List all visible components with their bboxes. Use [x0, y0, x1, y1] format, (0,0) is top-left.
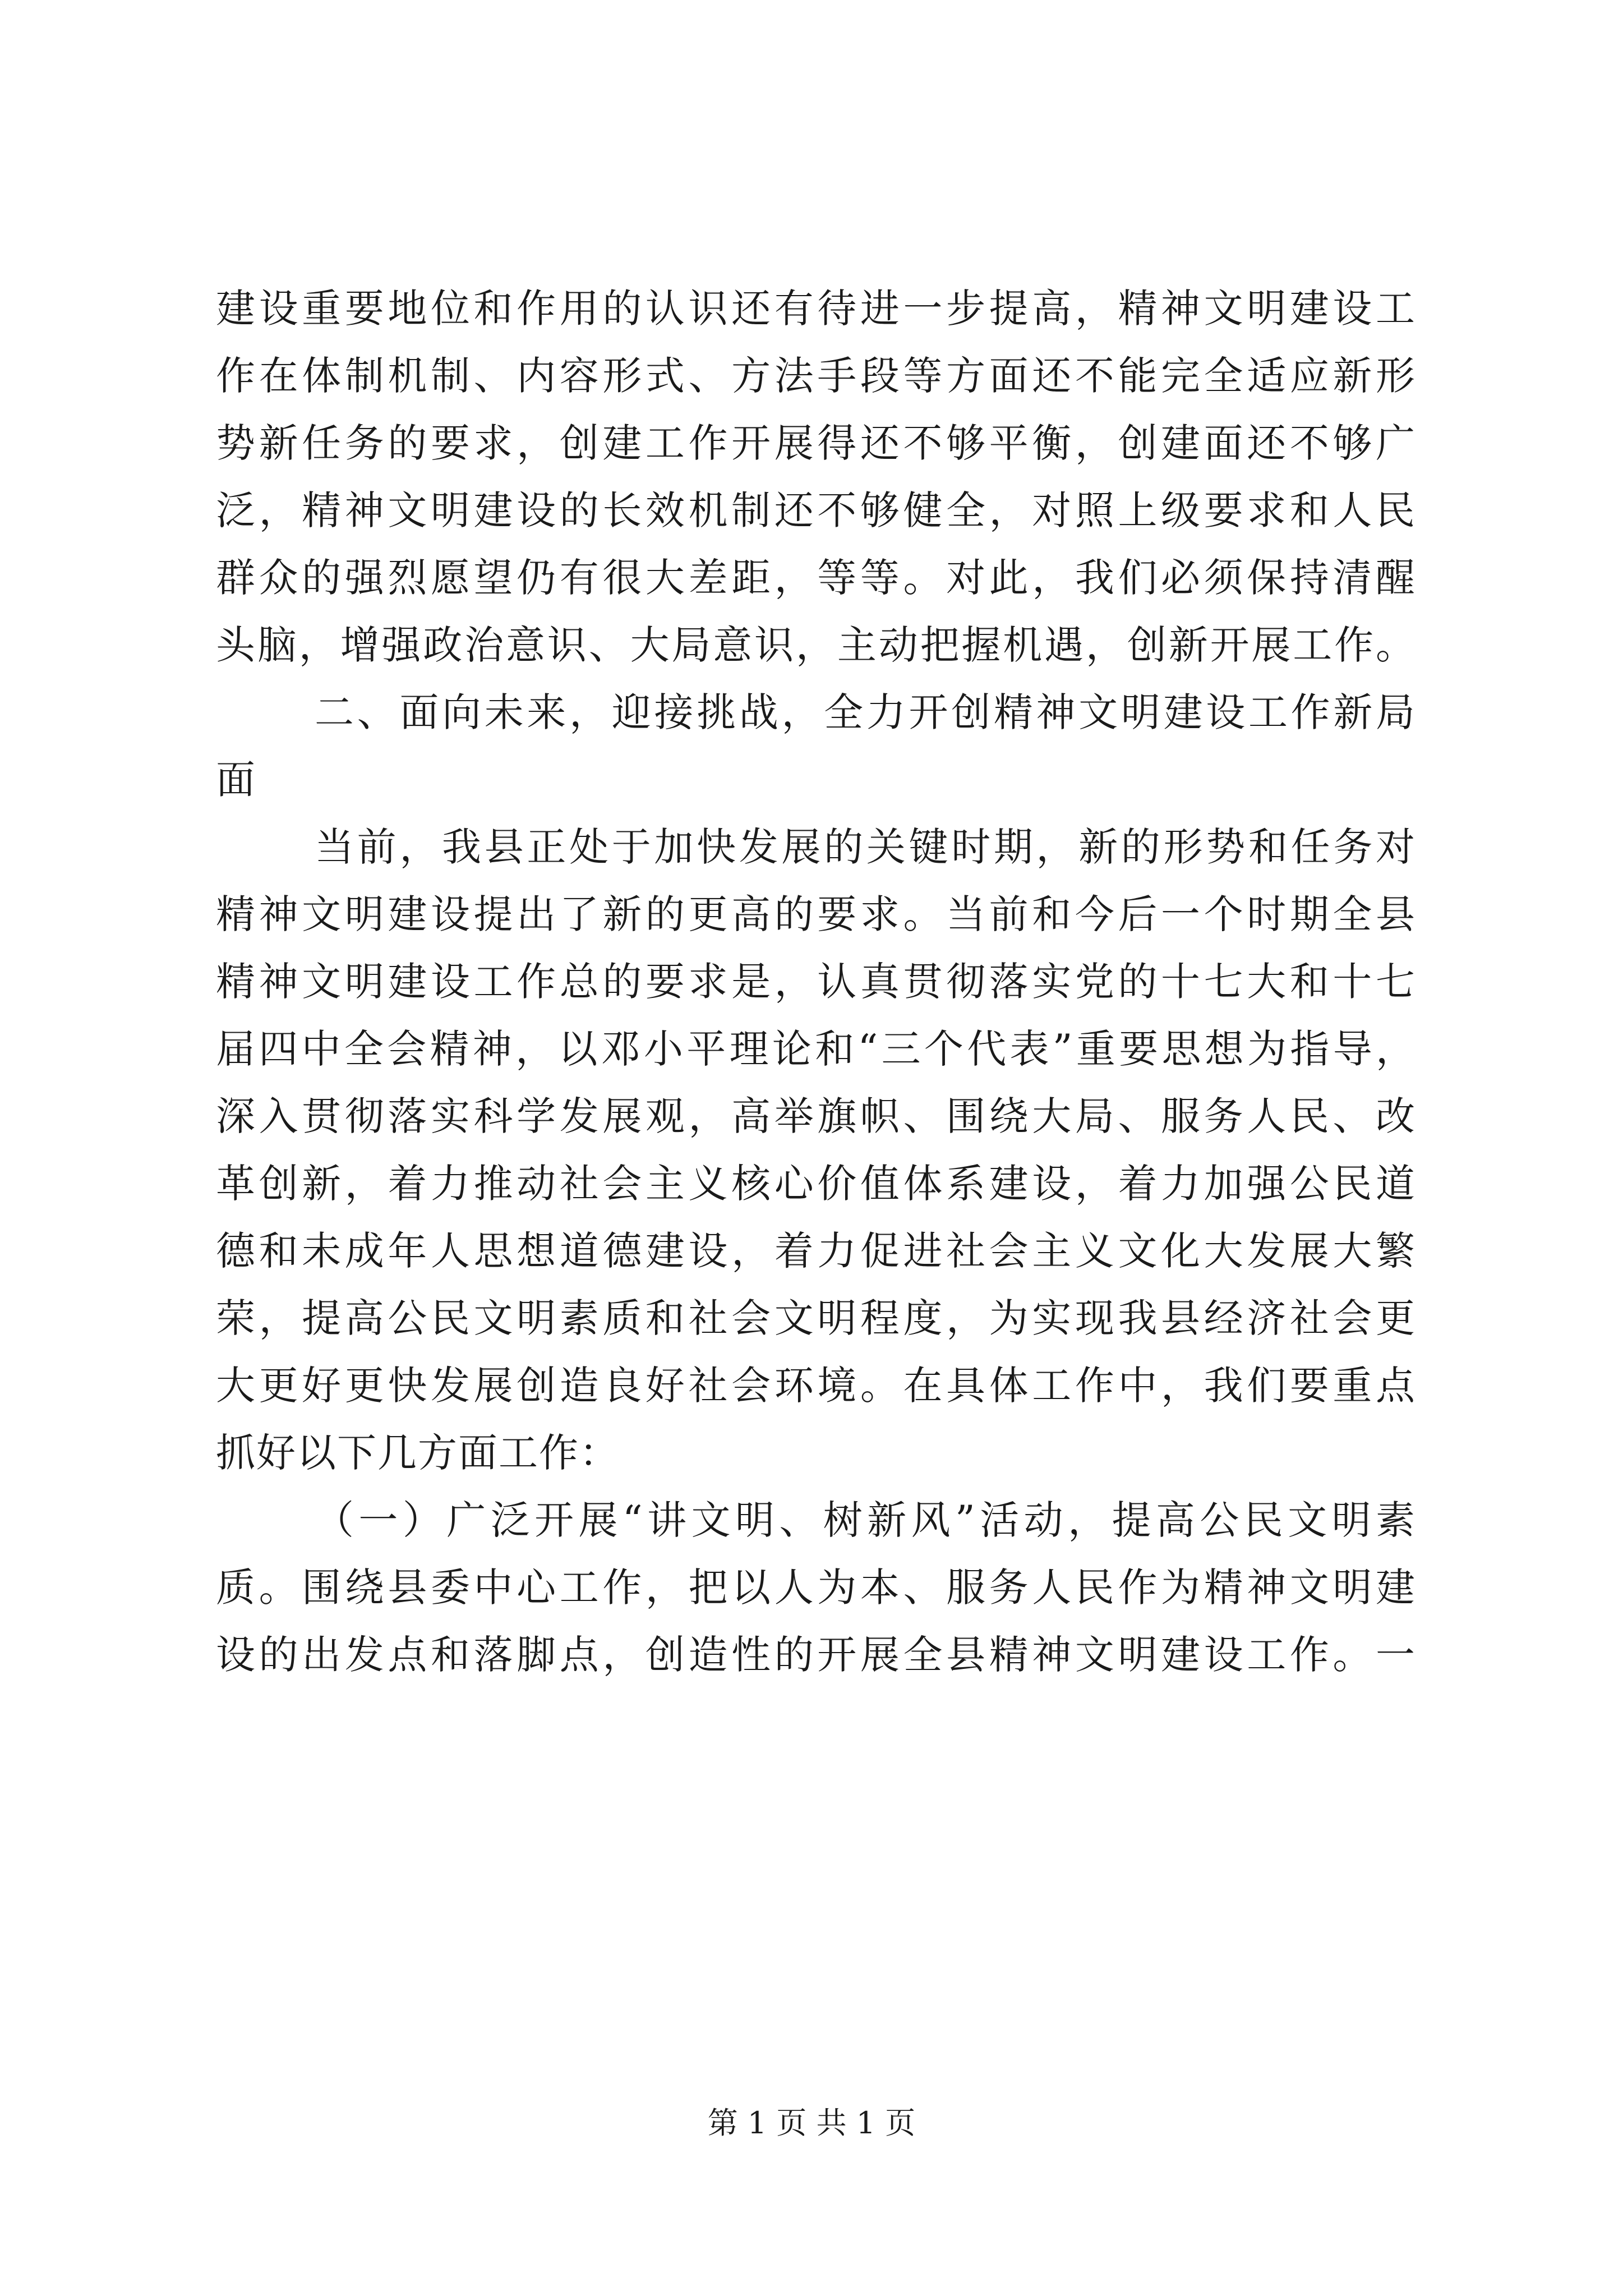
text-line: 精神文明建设工作总的要求是，认真贯彻落实党的十七大和十七	[216, 959, 1416, 1005]
text-line: 当前，我县正处于加快发展的关键时期，新的形势和任务对	[315, 824, 1416, 870]
text-line: 荣，提高公民文明素质和社会文明程度，为实现我县经济社会更	[216, 1295, 1416, 1341]
text-line: 建设重要地位和作用的认识还有待进一步提高，精神文明建设工	[216, 286, 1416, 332]
text-line: 质。围绕县委中心工作，把以人为本、服务人民作为精神文明建	[216, 1565, 1416, 1611]
section-heading-line: 二、面向未来，迎接挑战，全力开创精神文明建设工作新局	[315, 689, 1416, 735]
text-line: 德和未成年人思想道德建设，着力促进社会主义文化大发展大繁	[216, 1228, 1416, 1274]
text-line: 届四中全会精神，以邓小平理论和“三个代表”重要思想为指导，	[216, 1026, 1416, 1072]
subsection-heading-line: （一）广泛开展“讲文明、树新风”活动，提高公民文明素	[315, 1497, 1416, 1543]
text-line: 群众的强烈愿望仍有很大差距，等等。对此，我们必须保持清醒	[216, 555, 1416, 601]
text-line: 设的出发点和落脚点，创造性的开展全县精神文明建设工作。一	[216, 1632, 1416, 1678]
text-line: 深入贯彻落实科学发展观，高举旗帜、围绕大局、服务人民、改	[216, 1093, 1416, 1139]
page-footer: 第 1 页 共 1 页	[707, 2105, 916, 2141]
document-body	[216, 275, 1416, 1688]
text-line: 抓好以下几方面工作：	[216, 1430, 620, 1476]
text-line: 革创新，着力推动社会主义核心价值体系建设，着力加强公民道	[216, 1161, 1416, 1207]
text-line: 泛，精神文明建设的长效机制还不够健全，对照上级要求和人民	[216, 487, 1416, 533]
text-line: 作在体制机制、内容形式、方法手段等方面还不能完全适应新形	[216, 353, 1416, 399]
text-line: 精神文明建设提出了新的更高的要求。当前和今后一个时期全县	[216, 891, 1416, 937]
section-heading-line: 面	[216, 757, 256, 803]
text-line: 头脑，增强政治意识、大局意识，主动把握机遇，创新开展工作。	[216, 622, 1416, 668]
text-line: 大更好更快发展创造良好社会环境。在具体工作中，我们要重点	[216, 1363, 1416, 1409]
text-line: 势新任务的要求，创建工作开展得还不够平衡，创建面还不够广	[216, 420, 1416, 466]
